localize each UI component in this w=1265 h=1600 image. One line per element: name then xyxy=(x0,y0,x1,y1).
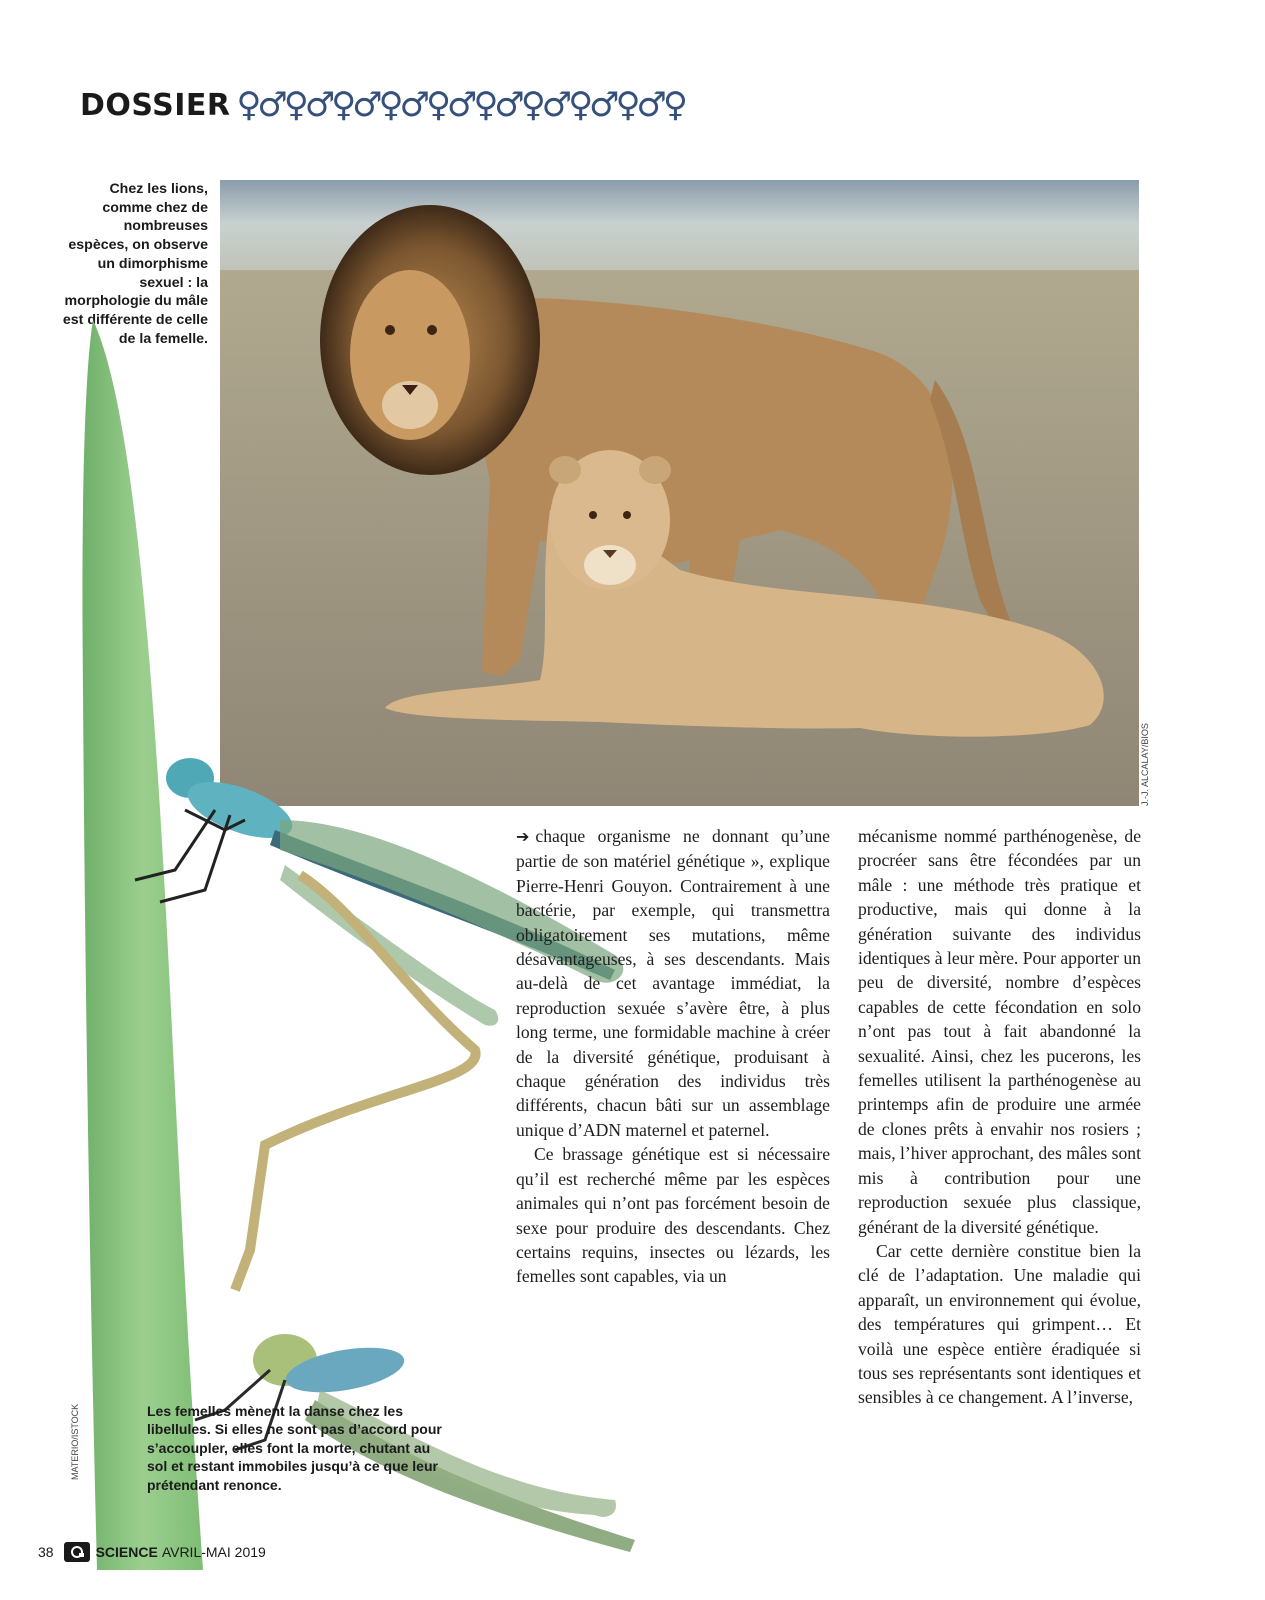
lion-caption: Chez les lions, comme chez de nombreuses espèces, on observe un dimorphisme sexuel : la morphologie du mâle est différente de celle de la femelle. xyxy=(62,181,208,347)
paragraph xyxy=(516,824,830,1142)
article-column-right xyxy=(858,824,1141,1410)
paragraph: mécanisme nommé parthénogenèse, de procréer sans être fécondées par un mâle : une méthode très pratique et productive, mais qui donne à la génération suivante des individus identiques à leur mère. Pour apporter un peu de diversité, nombre d’espèces capables de cette fécondation en solo n’ont pas tout à fait abandonné la sexualité. Ainsi, chez les pucerons, les femelles utilisent la parthénogenèse au printemps afin de produire une armée de clones prêts à envahir nos rosiers ; mais, l’hiver approchant, des mâles sont mis à contribution pour une reproduction sexuée plus classique, générant de la diversité génétique. xyxy=(858,826,1141,1237)
section-title: DOSSIER xyxy=(80,87,231,123)
continuation-arrow-icon: ➔ xyxy=(516,827,530,846)
article-column-middle xyxy=(516,824,830,1289)
issue-date: AVRIL-MAI 2019 xyxy=(161,1544,266,1560)
dragonfly-caption: Les femelles mènent la danse chez les libellules. Si elles ne sont pas d’accord pour s’accoupler, elles font la morte, chutant au sol et restant immobiles jusqu’à ce que leur prétendant renonce. xyxy=(147,1403,442,1493)
page-footer xyxy=(38,1542,266,1562)
paragraph: Car cette dernière constitue bien la clé de l’adaptation. Une maladie qui apparaît, un environnement qui évolue, des températures qui grimpent… Et voilà une espèce entière éradiquée si tous ses représentants sont identiques et sensibles à ce changement. A l’inverse, xyxy=(858,1240,1141,1408)
page-number: 38 xyxy=(38,1544,54,1560)
dragonfly-photo-credit: MATERIO/ISTOCK xyxy=(70,1403,80,1480)
lion-photo-credit: J.-J. ALCALAY/BIOS xyxy=(1140,723,1150,806)
paragraph-text: chaque organisme ne donnant qu’une partie de son matériel génétique », explique Pierre-Henri Gouyon. Contrairement à une bactérie, par exemple, qui transmettra obligatoirement ses mutations, même désavantageuses, à ses descendants. Mais au-delà de cet avantage immédiat, la reproduction sexuée s’avère être, à plus long terme, une formidable machine à créer de la diversité génétique, produisant à chaque génération des individus très différents, chacun bâti sur un assemblage unique d’ADN maternel et paternel. xyxy=(516,826,830,1140)
magazine-name: SCIENCE xyxy=(95,1544,158,1560)
paragraph: Ce brassage génétique est si nécessaire qu’il est recherché même par les espèces animales qui n’ont pas forcément besoin de sexe pour produire des descendants. Chez certains requins, insectes ou lézards, les femelles sont capables, via un xyxy=(516,1144,830,1287)
magazine-logo-icon xyxy=(64,1542,90,1562)
gender-symbols-decoration: ♀♂♀♂♀♂♀♂♀♂♀♂♀♂♀♂♀♂♀ xyxy=(236,85,684,125)
page-header xyxy=(80,80,684,130)
